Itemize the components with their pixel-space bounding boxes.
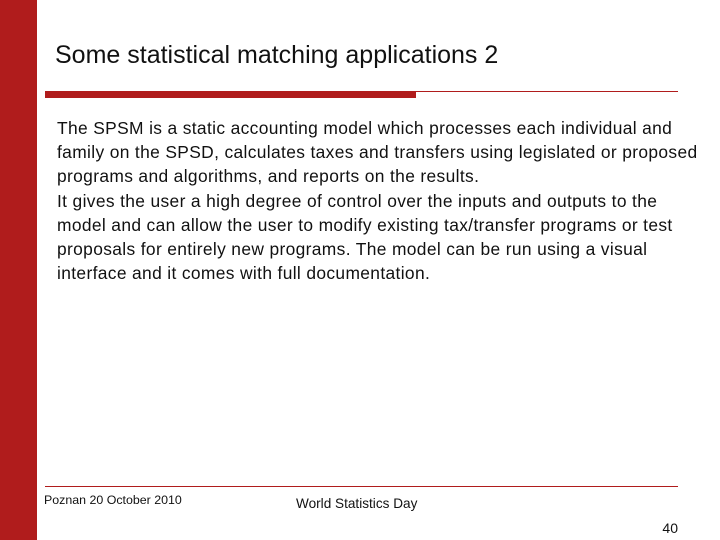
slide-body bbox=[57, 116, 705, 285]
title-underline-thin bbox=[416, 91, 678, 92]
footer-event: World Statistics Day bbox=[296, 496, 418, 511]
footer-location-date: Poznan 20 October 2010 bbox=[44, 493, 182, 507]
page-number: 40 bbox=[662, 520, 678, 536]
footer-divider bbox=[45, 486, 678, 487]
title-underline-thick bbox=[45, 91, 416, 98]
body-paragraph-1: The SPSM is a static accounting model which processes each individual and family on the SPSD, calculates taxes and transfers using legislated or proposed programs and algorithms, and reports on the results. bbox=[57, 118, 698, 187]
left-accent-bar bbox=[0, 0, 37, 540]
slide-title: Some statistical matching applications 2 bbox=[55, 41, 499, 69]
body-paragraph-2: It gives the user a high degree of control over the inputs and outputs to the model and can allow the user to modify existing tax/transfer programs or test proposals for entirely new programs. The model can be run using a visual interface and it comes with full documentation. bbox=[57, 190, 673, 284]
